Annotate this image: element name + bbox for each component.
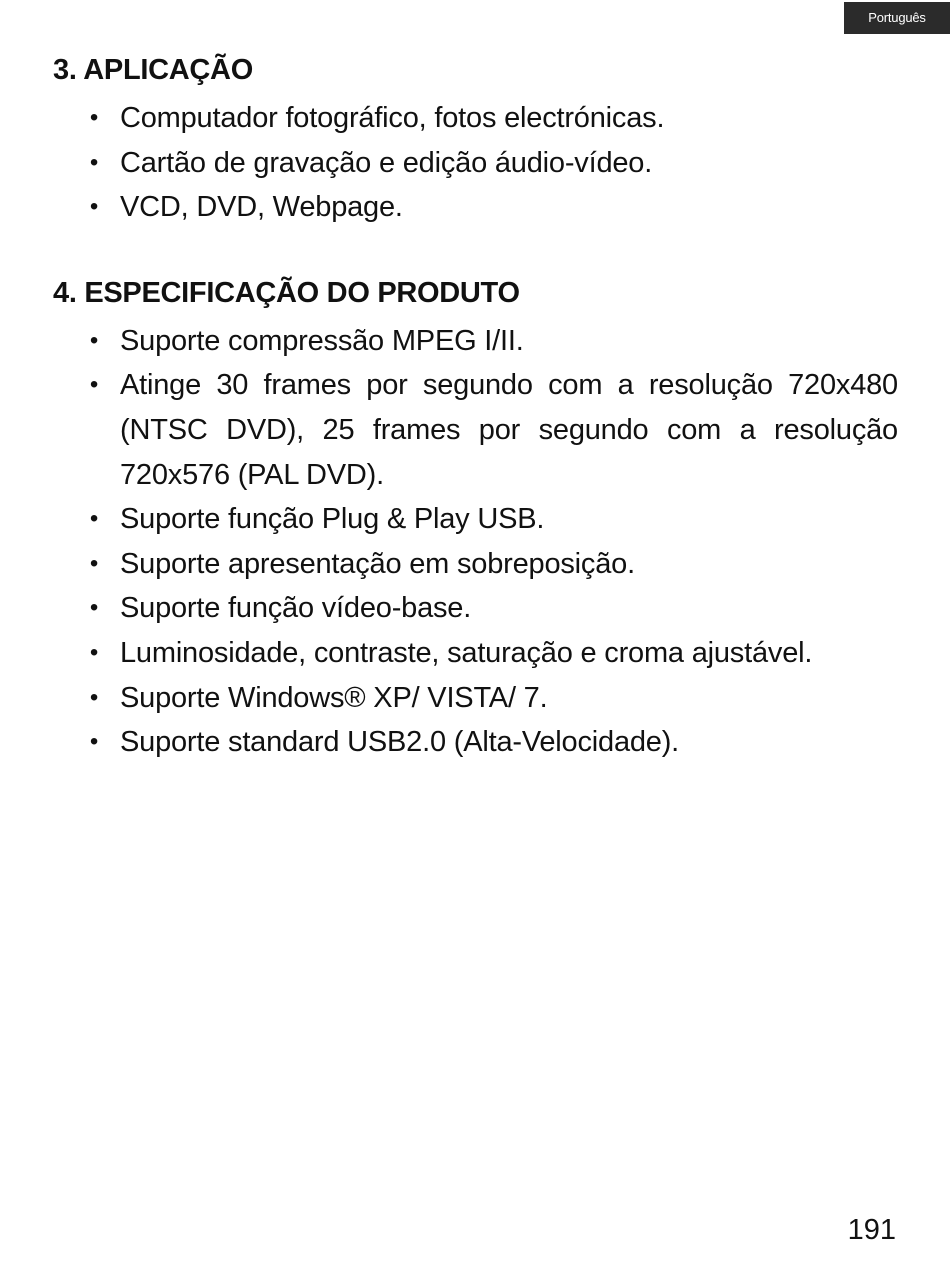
bullet-icon: • <box>89 326 99 354</box>
list-item-text: Computador fotográfico, fotos electrónicas. <box>120 102 665 134</box>
list-item <box>53 586 898 631</box>
bullet-icon: • <box>89 594 99 622</box>
language-tab: Português <box>844 2 950 34</box>
section-4-list <box>53 319 898 765</box>
list-item <box>53 185 898 230</box>
list-item-text: Suporte apresentação em sobreposição. <box>120 547 635 580</box>
list-item-text: VCD, DVD, Webpage. <box>120 191 403 224</box>
list-item <box>53 631 898 676</box>
bullet-icon: • <box>89 104 99 131</box>
section-3-heading: 3. APLICAÇÃO <box>53 54 253 86</box>
page-number: 191 <box>847 1214 896 1246</box>
list-item-text: Suporte standard USB2.0 (Alta-Velocidade). <box>120 726 680 759</box>
list-item-text: Atinge 30 frames por segundo com a resolução 720x480 (NTSC DVD), 25 frames por segundo com a resolução 720x576 (PAL DVD). <box>120 369 898 491</box>
bullet-icon: • <box>89 683 99 711</box>
list-item-text: Suporte Windows® XP/ VISTA/ 7. <box>120 681 548 714</box>
list-item-text: Suporte função vídeo-base. <box>120 592 472 625</box>
list-item <box>53 363 898 497</box>
list-item <box>53 141 898 186</box>
list-item <box>53 542 898 587</box>
section-4-heading: 4. ESPECIFICAÇÃO DO PRODUTO <box>53 276 520 309</box>
bullet-icon: • <box>89 193 99 221</box>
list-item <box>53 676 898 721</box>
list-item <box>53 497 898 542</box>
bullet-icon: • <box>89 148 99 176</box>
list-item-text: Cartão de gravação e edição áudio-vídeo. <box>120 146 653 179</box>
bullet-icon: • <box>89 505 99 533</box>
page-content <box>53 44 898 765</box>
list-item <box>53 319 898 364</box>
bullet-icon: • <box>89 728 99 756</box>
list-item <box>53 720 898 765</box>
bullet-icon: • <box>89 371 99 399</box>
list-item-text: Suporte compressão MPEG I/II. <box>120 324 524 357</box>
section-3-list <box>53 96 898 230</box>
list-item-text: Suporte função Plug & Play USB. <box>120 503 545 536</box>
bullet-icon: • <box>89 638 99 666</box>
list-item <box>53 96 898 141</box>
bullet-icon: • <box>89 549 99 577</box>
list-item-text: Luminosidade, contraste, saturação e croma ajustável. <box>120 636 813 669</box>
